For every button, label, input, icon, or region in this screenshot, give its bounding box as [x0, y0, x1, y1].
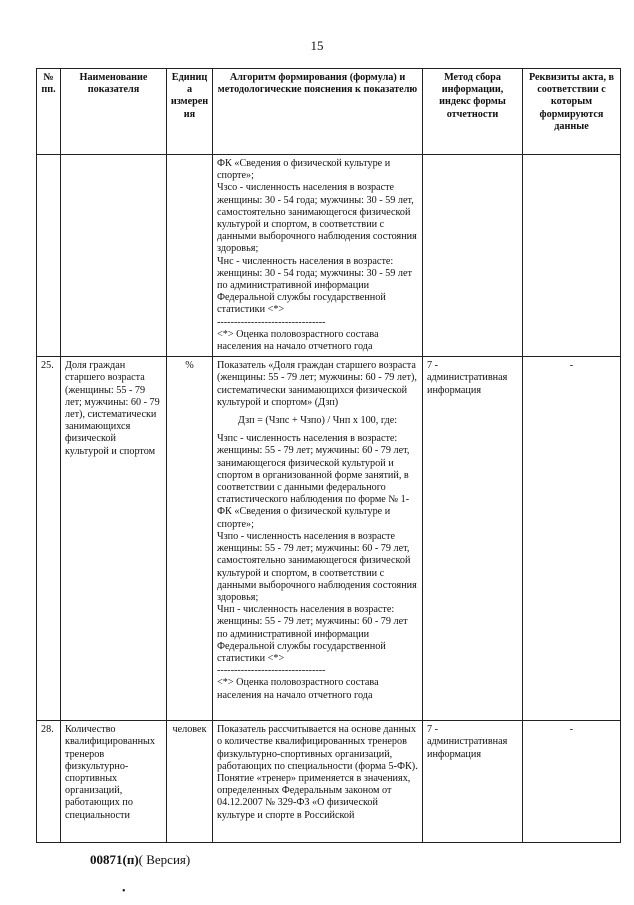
footnote-separator: --------------------------------	[217, 316, 326, 328]
row-indicator-name: Доля граждан старшего возраста (женщины: 55 - 79 лет; мужчины: 60 - 79 лет), систематически занимающихся физической культурой и спортом	[61, 357, 167, 721]
header-act: Реквизиты акта, в соответствии с которым формируются данные	[523, 69, 621, 155]
row-unit: %	[167, 357, 213, 721]
document-footer	[90, 852, 190, 868]
row-algorithm	[213, 721, 423, 843]
table-row	[37, 155, 621, 357]
row-act	[523, 155, 621, 357]
row-number: 25.	[37, 357, 61, 721]
row-method: 7 - административная информация	[423, 721, 523, 843]
algorithm-text: Чзпо - численность населения в возрасте женщины: 55 - 79 лет; мужчины: 60 - 79 лет, самостоятельно занимающегося физической культурой и спортом, в соответствии с данными выборочного наблюдения состояния здоровья;	[217, 530, 417, 603]
footnote-text: <*> Оценка половозрастного состава населения на начало отчетного года	[217, 328, 379, 353]
row-algorithm	[213, 357, 423, 721]
algorithm-text: Показатель рассчитывается на основе данных о количестве квалифицированных тренеров физкультурно-спортивных организаций, работающих по специальности (форма 5-ФК).	[217, 724, 418, 772]
table-row	[37, 357, 621, 721]
row-number: 28.	[37, 721, 61, 843]
row-unit: человек	[167, 721, 213, 843]
algorithm-text: ФК «Сведения о физической культуре и спорте»;	[217, 158, 391, 182]
header-unit: Единиц а измерен ия	[167, 69, 213, 155]
header-indicator-name: Наименование показателя	[61, 69, 167, 155]
algorithm-text: Чнс - численность населения в возрасте: женщины: 30 - 54 года; мужчины: 30 - 59 лет по административной информации Федеральной службы государственной статистики <*>	[217, 255, 412, 316]
header-number: № пп.	[37, 69, 61, 155]
row-algorithm	[213, 155, 423, 357]
row-indicator-name: Количество квалифицированных тренеров физкультурно-спортивных организаций, работающих по специальности	[61, 721, 167, 843]
page-number: 15	[310, 38, 324, 53]
row-act: -	[523, 721, 621, 843]
algorithm-text: Чзсо - численность населения в возрасте женщины: 30 - 54 года; мужчины: 30 - 59 лет, самостоятельно занимающегося физической культурой и спортом, в соответствии с данными выборочного наблюдения состояния здоровья;	[217, 182, 417, 255]
footer-version: ( Версия)	[138, 852, 191, 867]
footer-code: 00871(п)	[90, 852, 139, 867]
row-method	[423, 155, 523, 357]
algorithm-text: Чзпс - численность населения в возрасте: женщины: 55 - 79 лет; мужчины: 60 - 79 лет, занимающегося физической культурой и спортом в организованной форме занятий, в соответствии с данными федерального статистического наблюдения по форме № 1-ФК «Сведения о физической культуре и спорте»;	[217, 433, 410, 530]
footnote-separator: --------------------------------	[217, 665, 326, 677]
indicators-table	[36, 68, 621, 843]
table-row	[37, 721, 621, 843]
header-method: Метод сбора информации, индекс формы отчетности	[423, 69, 523, 155]
formula: Дзп = (Чзпс + Чзпо) / Чнп x 100, где:	[237, 415, 398, 427]
row-number	[37, 155, 61, 357]
header-algorithm: Алгоритм формирования (формула) и методологические пояснения к показателю	[213, 69, 423, 155]
row-indicator-name	[61, 155, 167, 357]
algorithm-text: Понятие «тренер» применяется в значениях, определенных Федеральным законом от 04.12.2007 № 329-ФЗ «О физической культуре и спорте в Российской	[217, 773, 411, 821]
table-header-row	[37, 69, 621, 155]
algorithm-text: Чнп - численность населения в возрасте: женщины: 55 - 79 лет; мужчины: 60 - 79 лет по административной информации Федеральной службы государственной статистики <*>	[217, 604, 408, 664]
row-act: -	[523, 357, 621, 721]
algorithm-intro: Показатель «Доля граждан старшего возраста (женщины: 55 - 79 лет; мужчины: 60 - 79 лет), систематически занимающихся физической культурой и спортом» (Дзп)	[217, 360, 417, 408]
scan-mark: •	[122, 886, 126, 897]
row-method: 7 - административная информация	[423, 357, 523, 721]
row-unit	[167, 155, 213, 357]
footnote-text: <*> Оценка половозрастного состава населения на начало отчетного года	[217, 677, 379, 701]
